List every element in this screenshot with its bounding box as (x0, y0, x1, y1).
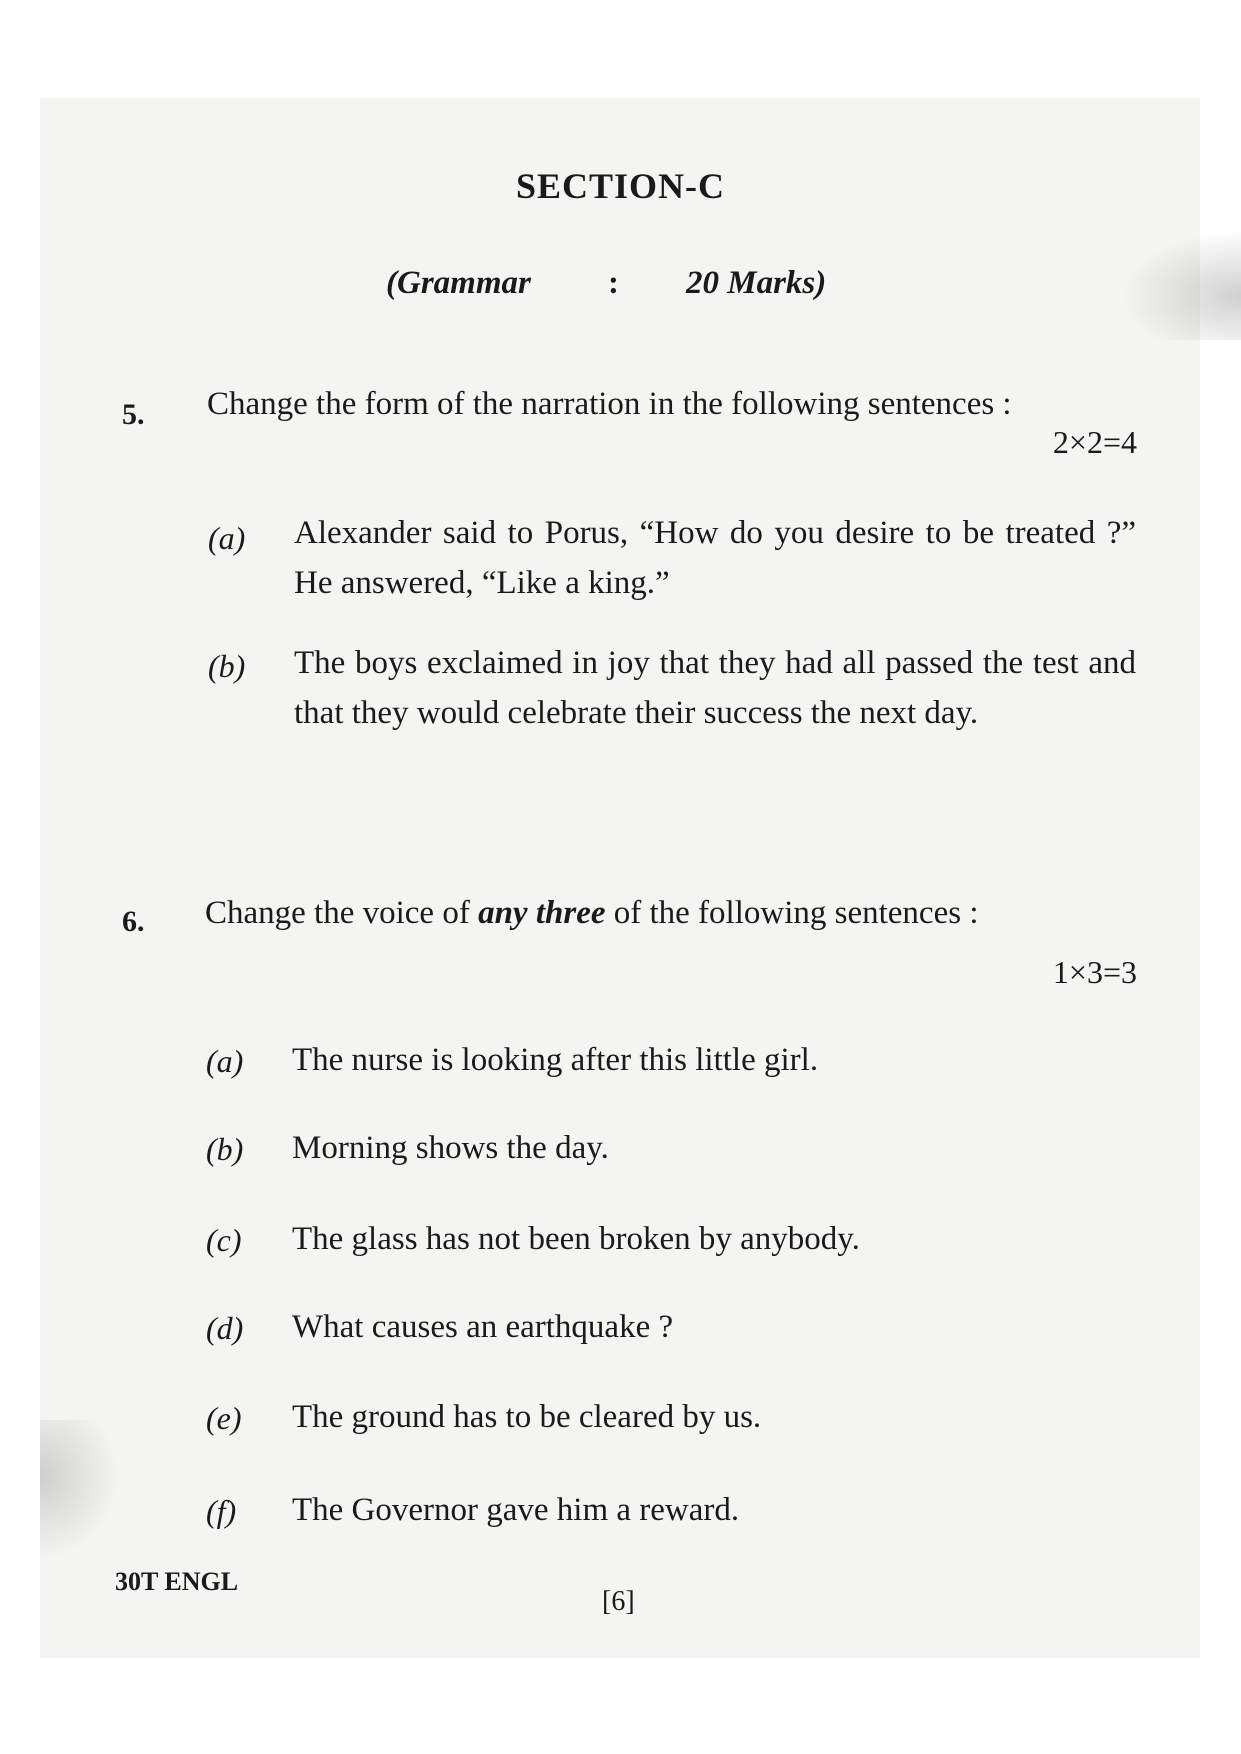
question-6-score: 1×3=3 (1052, 954, 1137, 990)
question-5-item-b-text: The boys exclaimed in joy that they had all passed the test and that they would celebrate their success the next day. (294, 645, 1136, 731)
marks-open: (Grammar (386, 265, 531, 301)
question-5-prompt: Change the form of the narration in the following sentences : (207, 386, 1012, 422)
question-6-item-f-label: (f) (206, 1493, 237, 1529)
question-6-prompt-end: of the following sentences : (605, 895, 979, 931)
question-6-item-a-label: (a) (206, 1043, 244, 1079)
question-6-item-a-text: The nurse is looking after this little girl. (292, 1042, 819, 1078)
question-6-prompt-emphasis: any three (478, 895, 606, 931)
scan-shadow-right (1121, 230, 1241, 340)
marks-separator: : (608, 265, 619, 301)
question-6-number: 6. (122, 905, 145, 938)
question-6-item-b-label: (b) (206, 1131, 244, 1167)
question-6-prompt-start: Change the voice of (205, 895, 479, 931)
page-number: [6] (602, 1586, 635, 1617)
question-6-item-d-text: What causes an earthquake ? (292, 1309, 674, 1345)
question-5-item-a-text: Alexander said to Porus, “How do you desire to be treated ?” He answered, “Like a king.” (294, 515, 1136, 601)
question-6-item-e-label: (e) (206, 1400, 242, 1436)
marks-value: 20 Marks) (686, 265, 827, 301)
question-6-item-d-label: (d) (206, 1310, 244, 1346)
question-5-score: 2×2=4 (1052, 424, 1137, 460)
question-5-item-b-label: (b) (208, 648, 246, 684)
question-6-item-c-text: The glass has not been broken by anybody. (292, 1221, 860, 1257)
question-5-item-a-label: (a) (208, 520, 246, 556)
paper-code: 30T ENGL (115, 1567, 239, 1596)
question-6-item-b-text: Morning shows the day. (292, 1130, 609, 1166)
question-6-item-f-text: The Governor gave him a reward. (292, 1492, 740, 1528)
section-title: SECTION-C (515, 166, 726, 206)
question-5-number: 5. (122, 398, 145, 431)
scan-shadow-left (40, 1420, 120, 1560)
question-6-item-c-label: (c) (206, 1222, 242, 1258)
question-6-prompt (205, 895, 1135, 932)
question-6-item-e-text: The ground has to be cleared by us. (292, 1399, 762, 1435)
